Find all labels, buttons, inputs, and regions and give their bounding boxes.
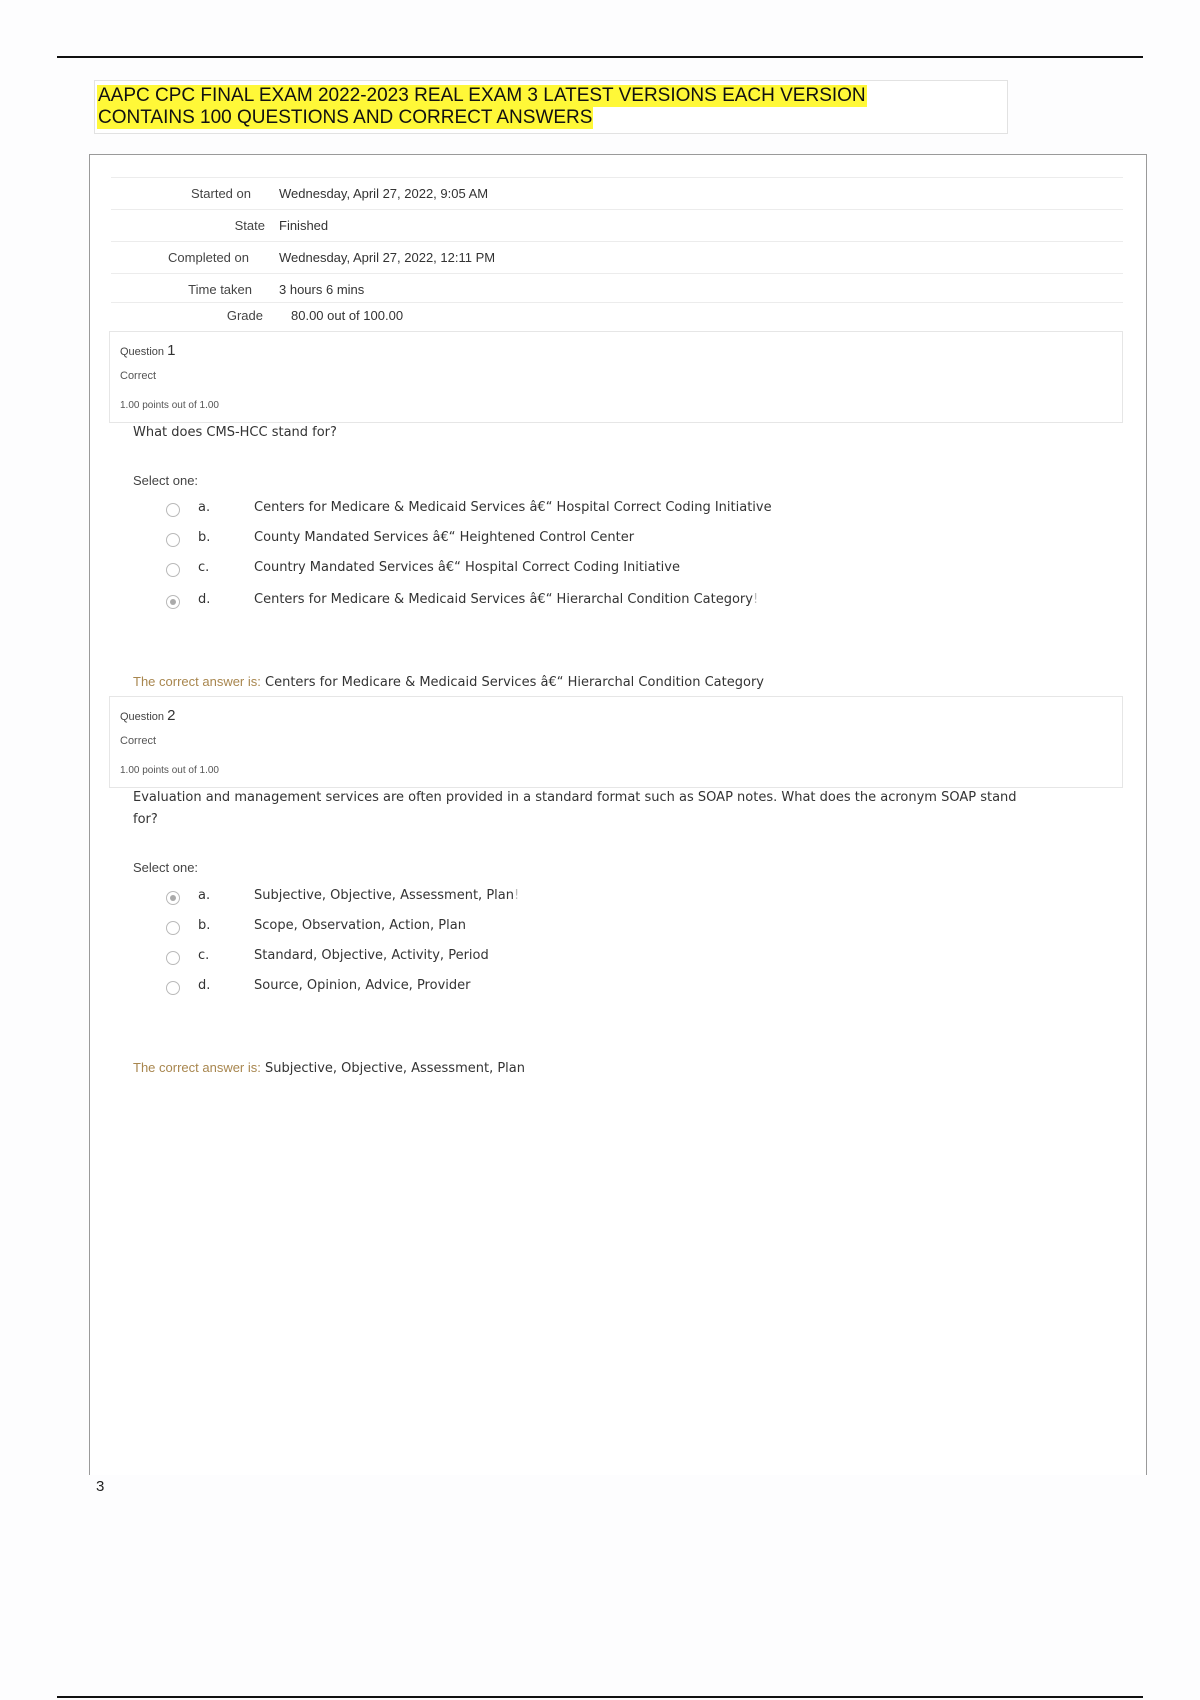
question-1-option-c[interactable] bbox=[166, 560, 1066, 582]
summary-row-started bbox=[111, 177, 1123, 209]
question-number: 2 bbox=[167, 707, 176, 724]
question-2-option-b[interactable] bbox=[166, 918, 1066, 940]
option-text: County Mandated Services â€“ Heightened Control Center bbox=[254, 530, 635, 545]
question-1-number bbox=[120, 342, 175, 359]
radio-button[interactable] bbox=[166, 921, 180, 935]
question-2-number bbox=[120, 707, 175, 724]
option-text: Centers for Medicare & Medicaid Services â€“ Hospital Correct Coding Initiative bbox=[254, 500, 772, 515]
option-text: Standard, Objective, Activity, Period bbox=[254, 948, 489, 963]
radio-button[interactable] bbox=[166, 951, 180, 965]
correct-answer-prefix: The correct answer is: bbox=[133, 674, 261, 689]
question-1-correct-answer bbox=[133, 674, 764, 690]
question-label: Question bbox=[120, 346, 165, 358]
question-2-info-box bbox=[109, 696, 1123, 788]
question-number: 1 bbox=[167, 342, 176, 359]
question-1-select-one: Select one: bbox=[133, 473, 199, 488]
completed-on-value: Wednesday, April 27, 2022, 12:11 PM bbox=[279, 250, 496, 265]
question-1-option-d[interactable] bbox=[166, 592, 1066, 614]
question-1-option-a[interactable] bbox=[166, 500, 1066, 522]
option-letter: a. bbox=[198, 500, 211, 515]
document-title bbox=[94, 80, 1008, 134]
question-1-option-b[interactable] bbox=[166, 530, 1066, 552]
option-letter: b. bbox=[198, 530, 211, 545]
question-2-option-c[interactable] bbox=[166, 948, 1066, 970]
grade-label: Grade bbox=[226, 308, 263, 323]
title-line-1: AAPC CPC FINAL EXAM 2022-2023 REAL EXAM 3 LATEST VERSIONS EACH VERSION bbox=[98, 85, 866, 106]
attempt-summary-table bbox=[111, 177, 1123, 329]
question-2-text-line-2: for? bbox=[133, 812, 158, 827]
option-letter: c. bbox=[198, 948, 210, 963]
bottom-rule bbox=[57, 1696, 1143, 1698]
page-number: 3 bbox=[96, 1478, 105, 1495]
summary-row-completed bbox=[111, 241, 1123, 273]
question-2-text bbox=[133, 787, 1113, 831]
started-on-value: Wednesday, April 27, 2022, 9:05 AM bbox=[279, 186, 489, 201]
option-letter: b. bbox=[198, 918, 211, 933]
started-on-label: Started on bbox=[191, 186, 251, 201]
radio-button[interactable] bbox=[166, 503, 180, 517]
state-value: Finished bbox=[279, 218, 329, 233]
option-text bbox=[254, 888, 519, 903]
question-1-text: What does CMS-HCC stand for? bbox=[133, 425, 337, 440]
option-text: Country Mandated Services â€“ Hospital Correct Coding Initiative bbox=[254, 560, 680, 575]
question-2-text-line-1: Evaluation and management services are often provided in a standard format such as SOAP notes. What does the acronym SOAP stand bbox=[133, 790, 1017, 805]
option-text-value: Centers for Medicare & Medicaid Services â€“ Hierarchal Condition Category bbox=[254, 592, 753, 607]
correct-answer-text: Centers for Medicare & Medicaid Services â€“ Hierarchal Condition Category bbox=[265, 675, 764, 690]
grade-value: 80.00 out of 100.00 bbox=[291, 308, 404, 323]
question-2-select-one: Select one: bbox=[133, 860, 199, 875]
question-2-points: 1.00 points out of 1.00 bbox=[120, 765, 219, 776]
radio-button[interactable] bbox=[166, 981, 180, 995]
question-2-option-d[interactable] bbox=[166, 978, 1066, 1000]
radio-button[interactable] bbox=[166, 533, 180, 547]
question-2-state: Correct bbox=[120, 735, 157, 747]
option-text bbox=[254, 592, 758, 607]
correct-answer-text: Subjective, Objective, Assessment, Plan bbox=[265, 1061, 525, 1076]
completed-on-label: Completed on bbox=[168, 250, 249, 265]
time-taken-label: Time taken bbox=[188, 282, 252, 297]
quiz-review-frame bbox=[89, 154, 1147, 1475]
question-label: Question bbox=[120, 711, 165, 723]
option-letter: d. bbox=[198, 978, 211, 993]
answer-mark-icon: ! bbox=[752, 592, 759, 607]
option-letter: a. bbox=[198, 888, 211, 903]
question-1-state: Correct bbox=[120, 370, 157, 382]
option-text-value: Subjective, Objective, Assessment, Plan bbox=[254, 888, 514, 903]
question-1-points: 1.00 points out of 1.00 bbox=[120, 400, 219, 411]
summary-row-time-taken bbox=[111, 273, 1123, 302]
summary-row-grade bbox=[111, 302, 1123, 329]
option-text: Scope, Observation, Action, Plan bbox=[254, 918, 466, 933]
correct-answer-prefix: The correct answer is: bbox=[133, 1060, 261, 1075]
summary-row-state bbox=[111, 209, 1123, 241]
time-taken-value: 3 hours 6 mins bbox=[279, 282, 365, 297]
radio-button-selected[interactable] bbox=[166, 595, 180, 609]
option-letter: d. bbox=[198, 592, 211, 607]
top-rule bbox=[57, 56, 1143, 58]
option-letter: c. bbox=[198, 560, 210, 575]
title-line-2: CONTAINS 100 QUESTIONS AND CORRECT ANSWERS bbox=[98, 107, 593, 128]
question-1-info-box bbox=[109, 331, 1123, 423]
question-2-option-a[interactable] bbox=[166, 888, 1066, 910]
state-label: State bbox=[234, 218, 265, 233]
radio-button[interactable] bbox=[166, 563, 180, 577]
answer-mark-icon: ! bbox=[513, 888, 520, 903]
question-2-correct-answer bbox=[133, 1060, 525, 1076]
radio-button-selected[interactable] bbox=[166, 891, 180, 905]
option-text: Source, Opinion, Advice, Provider bbox=[254, 978, 471, 993]
